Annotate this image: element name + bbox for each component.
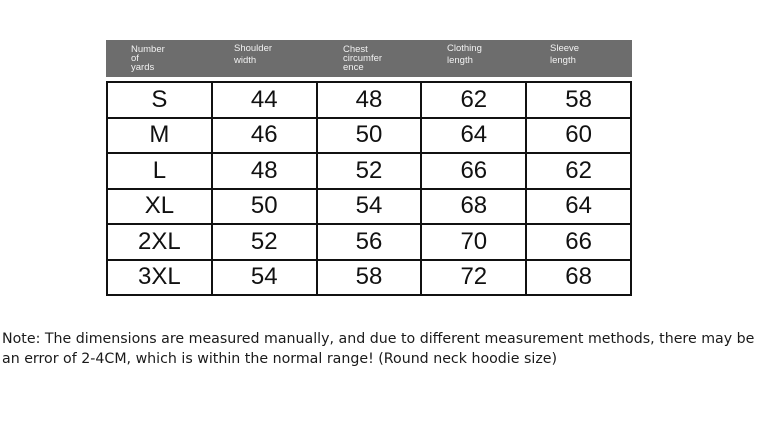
length-cell: 72 — [421, 260, 526, 296]
length-cell: 68 — [421, 189, 526, 225]
length-cell: 70 — [421, 224, 526, 260]
size-table — [106, 81, 632, 296]
table-row — [107, 118, 631, 154]
size-cell: L — [107, 153, 212, 189]
table-row — [107, 224, 631, 260]
table-row — [107, 82, 631, 118]
size-cell: XL — [107, 189, 212, 225]
table-row — [107, 153, 631, 189]
length-cell: 66 — [421, 153, 526, 189]
size-cell: 2XL — [107, 224, 212, 260]
chest-cell: 54 — [317, 189, 422, 225]
shoulder-cell: 54 — [212, 260, 317, 296]
header-clothing-length: Clothing length — [447, 43, 482, 66]
header-sleeve-length: Sleeve length — [550, 43, 580, 66]
shoulder-cell: 52 — [212, 224, 317, 260]
measurement-note: Note: The dimensions are measured manually, and due to different measurement methods, there may be an error of 2-4CM, which is within the normal range! (Round neck hoodie size) — [2, 331, 755, 367]
length-cell: 64 — [421, 118, 526, 154]
header-chest-circumference: Chest circumfer ence — [343, 44, 383, 73]
size-cell: M — [107, 118, 212, 154]
header-size: Number of yards — [131, 44, 165, 73]
sleeve-cell: 58 — [526, 82, 631, 118]
chest-cell: 48 — [317, 82, 422, 118]
sleeve-cell: 60 — [526, 118, 631, 154]
table-header — [106, 40, 632, 77]
chest-cell: 58 — [317, 260, 422, 296]
size-cell: 3XL — [107, 260, 212, 296]
sleeve-cell: 66 — [526, 224, 631, 260]
length-cell: 62 — [421, 82, 526, 118]
shoulder-cell: 50 — [212, 189, 317, 225]
size-chart — [106, 40, 632, 296]
shoulder-cell: 46 — [212, 118, 317, 154]
shoulder-cell: 48 — [212, 153, 317, 189]
table-row — [107, 189, 631, 225]
sleeve-cell: 62 — [526, 153, 631, 189]
sleeve-cell: 68 — [526, 260, 631, 296]
chest-cell: 52 — [317, 153, 422, 189]
size-cell: S — [107, 82, 212, 118]
chest-cell: 56 — [317, 224, 422, 260]
shoulder-cell: 44 — [212, 82, 317, 118]
header-shoulder-width: Shoulder width — [234, 43, 273, 66]
table-row — [107, 260, 631, 296]
sleeve-cell: 64 — [526, 189, 631, 225]
chest-cell: 50 — [317, 118, 422, 154]
